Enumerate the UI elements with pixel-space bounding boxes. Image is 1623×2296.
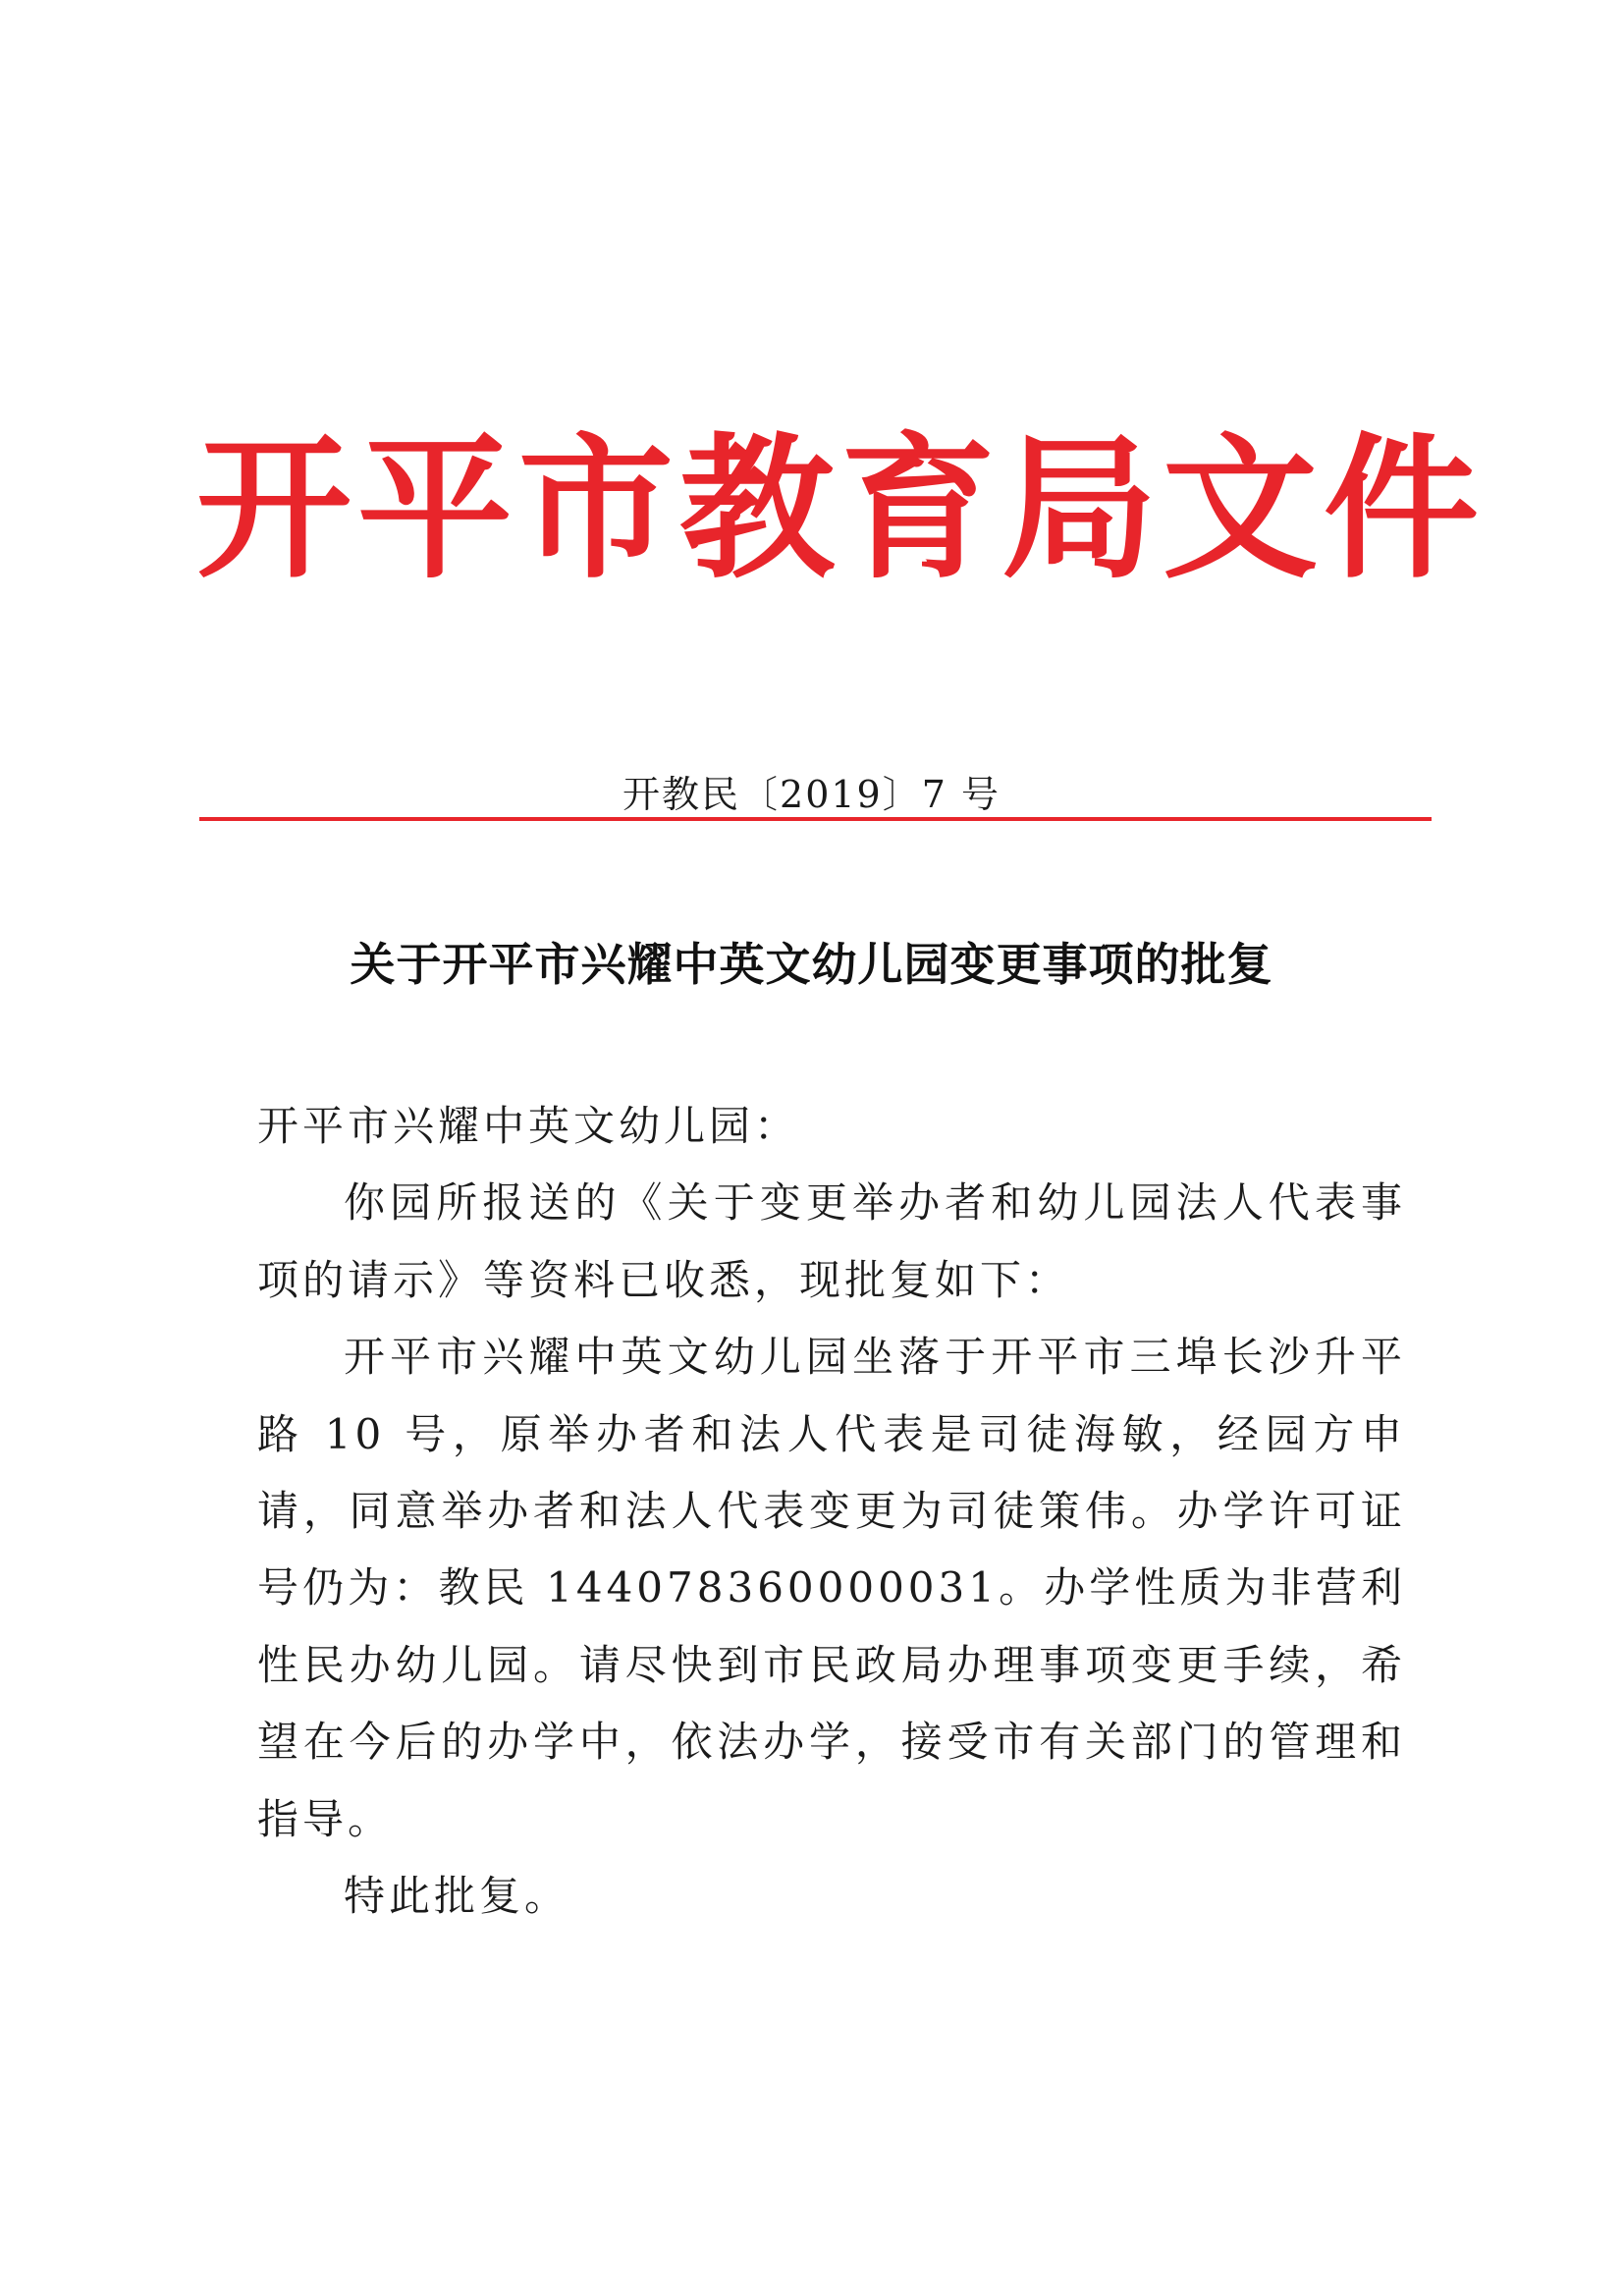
masthead-title: 开平市教育局文件	[196, 418, 1485, 600]
red-divider-line	[199, 817, 1432, 821]
document-title: 关于开平市兴耀中英文幼儿园变更事项的批复	[350, 938, 1273, 991]
salutation: 开平市兴耀中英文幼儿园：	[257, 1102, 800, 1150]
paragraph-request-received: 你园所报送的《关于变更举办者和幼儿园法人代表事项的请示》等资料已收悉，现批复如下：	[257, 1178, 1406, 1304]
document-body	[257, 1088, 1406, 1935]
paragraph-closing: 特此批复。	[344, 1872, 570, 1921]
paragraph-approval-details: 开平市兴耀中英文幼儿园坐落于开平市三埠长沙升平路 10 号，原举办者和法人代表是司徒海敏，经园方申请，同意举办者和法人代表变更为司徒策伟。办学许可证号仍为：教民 144078360000031。办学性质为非营利性民办幼儿园。请尽快到市民政局办理事项变更手续，希望在今后的办学中，依法办学，接受市有关部门的管理和指导。	[257, 1333, 1406, 1843]
document-number: 开教民〔2019〕7 号	[622, 773, 1001, 816]
